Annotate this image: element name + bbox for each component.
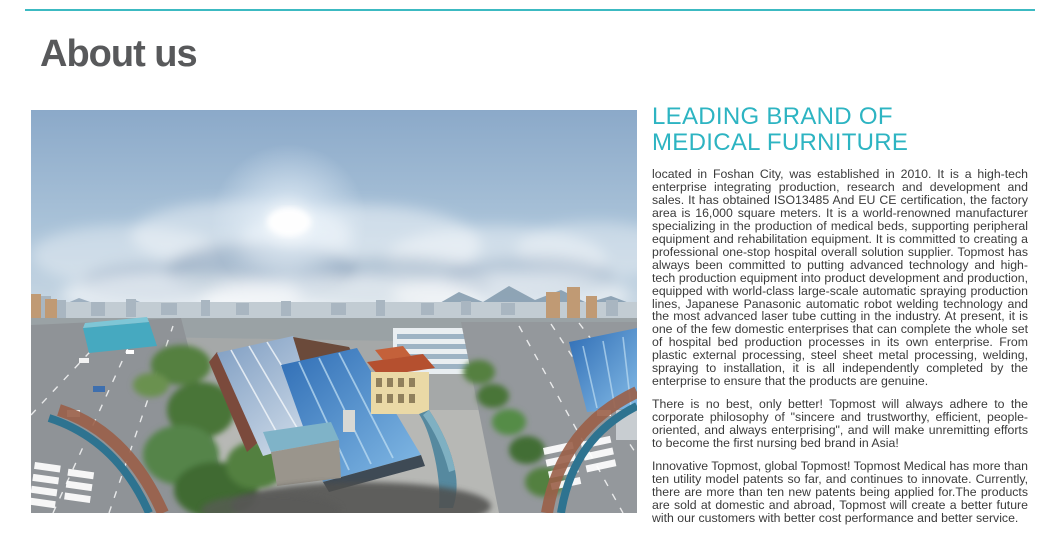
top-divider bbox=[25, 9, 1035, 11]
section-heading bbox=[652, 104, 1028, 156]
section-heading-line2: MEDICAL FURNITURE bbox=[652, 129, 909, 156]
about-paragraph-2: There is no best, only better! Topmost will always adhere to the corporate philosophy of "sincere and trustworthy, efficient, people-oriented, and always enterprising", and will make unremitting efforts to become the first nursing bed brand in Asia! bbox=[652, 397, 1028, 451]
about-paragraph-3: Innovative Topmost, global Topmost! Topmost Medical has more than ten utility model patents so far, and continues to innovate. Currently, there are more than ten new patents being applied for.The products are sold at domestic and abroad, Topmost will create a better future with our customers with better cost performance and better service. bbox=[652, 459, 1028, 525]
about-paragraph-1: located in Foshan City, was established in 2010. It is a high-tech enterprise integrating production, research and development and sales. It has obtained ISO13485 And EU CE certification, the factory area is 16,000 square meters. It is a world-renowned manufacturer specializing in the production of medical beds, supporting peripheral equipment and rehabilitation equipment. It is committed to creating a professional one-stop hospital overall solution supplier. Topmost has always been committed to putting advanced technology and high-tech production equipment into product development and production, equipped with world-class large-scale automatic spraying production lines, Japanese Panasonic automatic robot welding technology and the most advanced laser tube cutting in the industry. At present, it is one of the few domestic enterprises that can complete the whole set of hospital bed production processes in its own enterprise. From plastic external processing, steel sheet metal processing, welding, spraying to installation, it is all independently completed by the enterprise to ensure that the products are genuine. bbox=[652, 167, 1028, 389]
section-heading-line1: LEADING BRAND OF bbox=[652, 103, 893, 130]
factory-panorama-photo bbox=[31, 110, 637, 513]
about-text-column bbox=[652, 104, 1028, 535]
page-title: About us bbox=[40, 33, 197, 75]
